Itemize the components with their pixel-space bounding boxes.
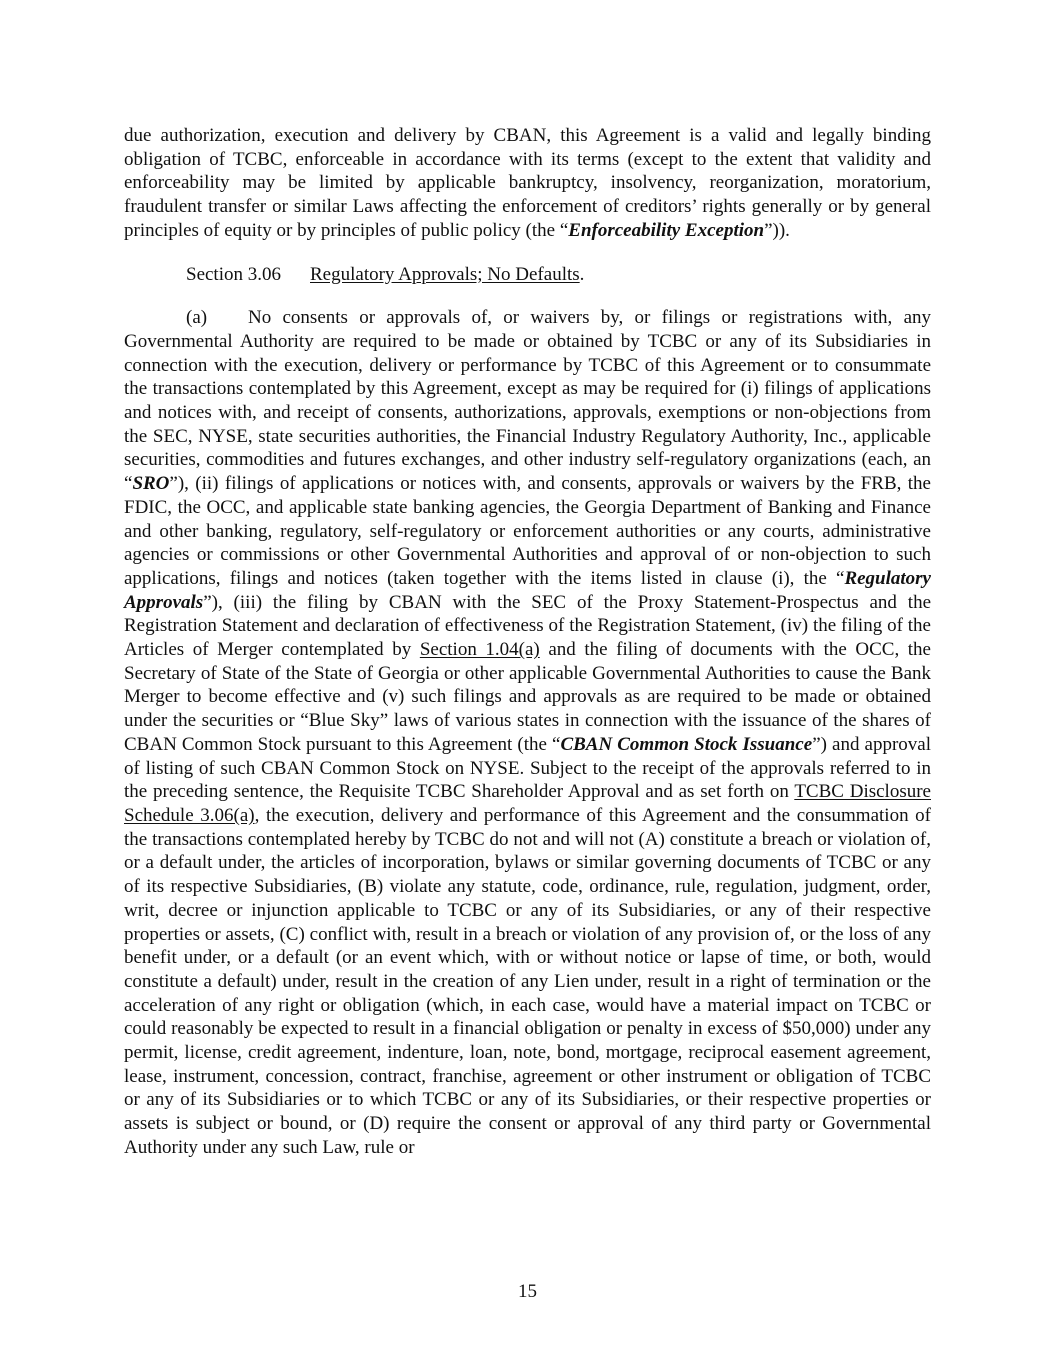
para2-sentence-4: and the filing of documents with the OCC, the Secretary of State of the State of Georgia or other applicable Governmental Authorities to cause the Bank Merger to become effective and (v) such filings and approvals as are required to be made or obtained under the securities or “Blue Sky” laws of various states in connection with the issuance of the shares of CBAN Common Stock pursuant to this Agreement (the “	[124, 639, 931, 755]
para2-sentence-6: , the execution, delivery and performance of this Agreement and the consummation of the transactions contemplated hereby by TCBC do not and will not (A) constitute a breach or violation of, or a default under, the articles of incorporation, bylaws or similar governing documents of TCBC or any of its respective Subsidiaries, (B) violate any statute, code, ordinance, rule, regulation, judgment, order, writ, decree or injunction applicable to TCBC or any of its Subsidiaries, or any of their respective properties or assets, (C) conflict with, result in a breach or violation of any provision of, or the loss of any benefit under, or a default (or an event which, with or without notice or lapse of time, or both, would constitute a default) under, result in the creation of any Lien under, result in a right of termination or the acceleration of any right or obligation (which, in each case, would have a material impact on TCBC or could reasonably be expected to result in a financial obligation or penalty in excess of $50,000) under any permit, license, credit agreement, indenture, loan, note, bond, mortgage, reciprocal easement agreement, lease, instrument, concession, contract, franchise, agreement or other instrument or obligation of TCBC or any of its Subsidiaries or to which TCBC or any of its Subsidiaries, or their respective properties or assets is subject or bound, or (D) require the consent or approval of any third party or Governmental Authority under any such Law, rule or	[124, 804, 932, 1158]
para1-text-b: ”)).	[764, 219, 790, 241]
page-number: 15	[518, 1281, 537, 1302]
para2-sentence-2: ”), (ii) filings of applications or notices with, and consents, approvals or waivers by the FRB, the FDIC, the OCC, and applicable state banking agencies, the Georgia Department of Banking and Finance and other banking, regulatory, self-regulatory or enforcement authorities or any courts, administrative agencies or commissions or other Governmental Authorities and approval of or non-objection to such applications, filings and notices (taken together with the items listed in clause (i), the “	[124, 473, 931, 589]
defined-term-enforceability-exception: Enforceability Exception	[568, 219, 765, 241]
cross-reference-section-1-04a: Section 1.04(a)	[419, 639, 540, 661]
para2-sentence-3: ”), (iii) the filing by CBAN with the SEC of the Proxy Statement-Prospectus and the Registration Statement and declaration of effectiveness of the Registration Statement, (iv) the filing of the Articles of Merger contemplated by	[124, 591, 931, 661]
defined-term-sro: SRO	[132, 473, 170, 495]
para1-text-a: due authorization, execution and delivery by CBAN, this Agreement is a valid and legally binding obligation of TCBC, enforceable in accordance with its terms (except to the extent that validity and enforceability may be limited by applicable bankruptcy, insolvency, reorganization, moratorium, fraudulent transfer or similar Laws affecting the enforcement of creditors’ rights generally or by general principles of equity or by principles of public policy (the “	[124, 125, 931, 241]
para2-sentence-1: No consents or approvals of, or waivers by, or filings or registrations with, any Governmental Authority are required to be made or obtained by TCBC or any of its Subsidiaries in connection with the execution, delivery or performance by TCBC of this Agreement or to consummate the transactions contemplated by this Agreement, except as may be required for (i) filings of applications and notices with, and receipt of consents, authorizations, approvals, exemptions or non-objections from the SEC, NYSE, state securities authorities, the Financial Industry Regulatory Authority, Inc., applicable securities, commodities and futures exchanges, and other industry self-regulatory organizations (each, an “	[124, 307, 931, 495]
para2-sentence-5: ”) and approval of listing of such CBAN Common Stock on NYSE. Subject to the receipt of the approvals referred to in the preceding sentence, the Requisite TCBC Shareholder Approval and as set forth on	[124, 733, 932, 803]
section-number: Section 3.06	[186, 263, 281, 285]
paragraph-enforceability	[124, 124, 931, 243]
section-title: Regulatory Approvals; No Defaults	[310, 263, 580, 285]
defined-term-regulatory-approvals: Regulatory Approvals	[124, 567, 931, 613]
defined-term-cban-common-stock-issuance: CBAN Common Stock Issuance	[560, 733, 813, 755]
document-page	[124, 124, 931, 1160]
subsection-label: (a)	[186, 307, 208, 329]
section-title-period: .	[579, 263, 585, 285]
section-heading	[124, 263, 931, 287]
paragraph-regulatory-approvals	[124, 306, 931, 1159]
cross-reference-disclosure-schedule: TCBC Disclosure Schedule 3.06(a)	[124, 781, 931, 826]
